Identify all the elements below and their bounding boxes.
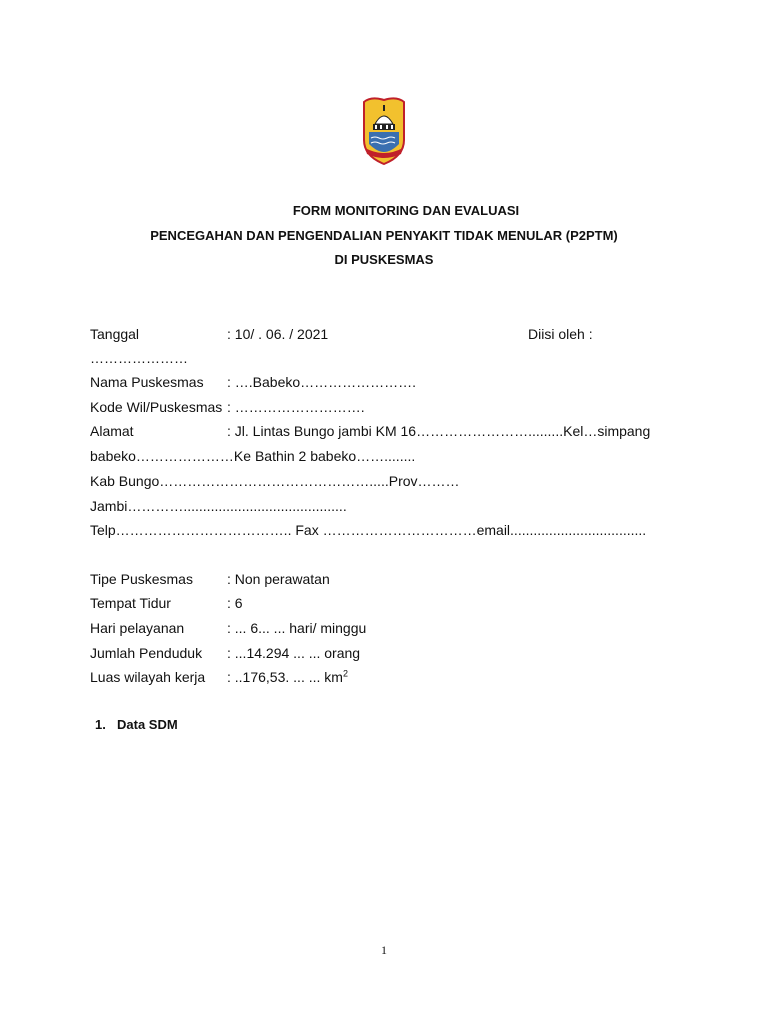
section-title: Data SDM	[117, 717, 178, 732]
tipe-value: : Non perawatan	[227, 571, 330, 587]
tanggal-label: Tanggal	[90, 326, 140, 342]
luas-superscript: 2	[342, 668, 348, 679]
form-subtitle: PENCEGAHAN DAN PENGENDALIAN PENYAKIT TIDAK MENULAR (P2PTM)	[150, 228, 618, 243]
form-location: DI PUSKESMAS	[334, 252, 434, 267]
telp-fax-email-line: Telp……………………………….. Fax ……………………………email...................................	[90, 522, 647, 538]
tipe-label: Tipe Puskesmas	[90, 571, 193, 587]
alamat-label: Alamat	[90, 423, 134, 439]
tanggal-value: : 10/ . 06. / 2021	[227, 326, 329, 342]
alamat-continuation: babeko…………………Ke Bathin 2 babeko……........	[90, 448, 416, 464]
jumlah-label: Jumlah Penduduk	[90, 645, 203, 661]
prov-continuation: Jambi…………..........................................	[90, 498, 347, 514]
form-title: FORM MONITORING DAN EVALUASI	[292, 203, 520, 218]
kode-value: : ……………………….	[227, 399, 365, 415]
luas-value	[227, 668, 348, 686]
kab-prov-line: Kab Bungo……………………………………….....Prov………	[90, 473, 460, 489]
diisi-value: …………………	[90, 350, 188, 366]
alamat-value: : Jl. Lintas Bungo jambi KM 16…………………….........Kel…simpang	[227, 423, 651, 439]
nama-label: Nama Puskesmas	[90, 374, 204, 390]
kode-label: Kode Wil/Puskesmas	[90, 399, 223, 415]
diisi-label: Diisi oleh :	[528, 326, 593, 342]
jambi-province-emblem	[361, 96, 407, 166]
hari-value: : ... 6... ... hari/ minggu	[227, 620, 367, 636]
section-number: 1.	[95, 717, 106, 732]
section-heading	[95, 717, 178, 732]
tidur-value: : 6	[227, 595, 243, 611]
tidur-label: Tempat Tidur	[90, 595, 171, 611]
page-number: 1	[381, 943, 387, 957]
hari-label: Hari pelayanan	[90, 620, 185, 636]
luas-text: : ..176,53. ... ... km	[227, 669, 343, 685]
jumlah-value: : ...14.294 ... ... orang	[227, 645, 361, 661]
luas-label: Luas wilayah kerja	[90, 669, 206, 685]
nama-value: : ….Babeko…………………….	[227, 374, 417, 390]
